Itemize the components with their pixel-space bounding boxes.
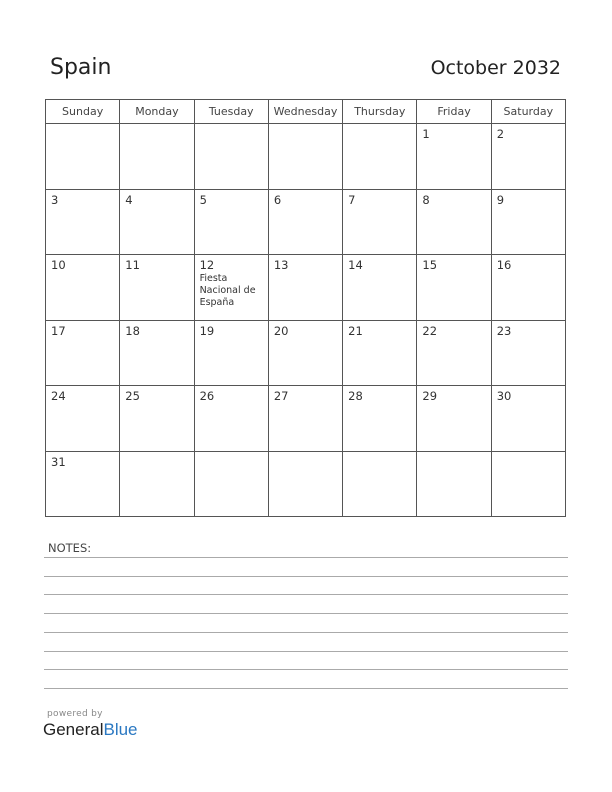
day-cell xyxy=(46,320,120,386)
day-number: 7 xyxy=(348,192,356,207)
day-number: 16 xyxy=(496,258,512,272)
day-cell xyxy=(268,386,342,452)
note-line xyxy=(44,594,568,595)
day-number: 12 xyxy=(199,258,215,272)
weekday-monday: Monday xyxy=(120,100,194,124)
day-cell xyxy=(491,189,565,255)
day-number: 1 xyxy=(422,127,430,141)
month-year-title: October 2032 xyxy=(430,57,561,79)
day-number: 27 xyxy=(273,389,289,403)
day-number: 23 xyxy=(496,323,512,338)
day-cell xyxy=(120,255,194,321)
day-cell xyxy=(46,255,120,321)
empty-day-cell xyxy=(268,124,342,190)
weekday-tuesday: Tuesday xyxy=(194,100,268,124)
empty-day-cell xyxy=(194,124,268,190)
day-number: 2 xyxy=(496,127,505,141)
weekday-wednesday: Wednesday xyxy=(268,100,342,124)
note-line xyxy=(44,632,568,633)
day-cell xyxy=(417,189,491,255)
empty-day-cell xyxy=(46,124,120,190)
note-line xyxy=(44,669,568,670)
day-cell xyxy=(268,255,342,321)
day-number: 21 xyxy=(348,323,363,338)
empty-day-cell xyxy=(268,451,342,517)
weekday-friday: Friday xyxy=(417,100,491,124)
empty-day-cell xyxy=(120,124,194,190)
day-cell xyxy=(46,189,120,255)
brand-general: General xyxy=(43,720,104,739)
empty-day-cell xyxy=(343,124,417,190)
powered-by-text: powered by xyxy=(47,709,103,719)
holiday-label: Fiesta Nacional de España xyxy=(199,273,256,308)
note-line xyxy=(44,576,568,577)
day-cell xyxy=(194,320,268,386)
day-cell xyxy=(417,255,491,321)
day-cell xyxy=(194,386,268,452)
empty-day-cell xyxy=(194,451,268,517)
day-cell xyxy=(194,255,268,321)
day-cell xyxy=(417,124,491,190)
day-cell xyxy=(417,320,491,386)
week-row xyxy=(46,189,566,255)
day-cell xyxy=(120,320,194,386)
day-number: 4 xyxy=(125,192,133,207)
day-cell xyxy=(491,386,565,452)
weekday-sunday: Sunday xyxy=(46,100,120,124)
day-number: 3 xyxy=(51,192,59,207)
week-row xyxy=(46,386,566,452)
day-number: 5 xyxy=(199,192,207,207)
day-cell xyxy=(194,189,268,255)
day-cell xyxy=(268,320,342,386)
day-number: 18 xyxy=(125,323,140,338)
day-number: 11 xyxy=(125,258,140,272)
weekday-saturday: Saturday xyxy=(491,100,565,124)
generalblue-logo[interactable] xyxy=(43,720,138,740)
day-number: 19 xyxy=(199,323,215,338)
week-row xyxy=(46,124,566,190)
day-cell xyxy=(343,255,417,321)
day-number: 17 xyxy=(51,323,66,338)
day-number: 10 xyxy=(51,258,66,272)
day-number: 15 xyxy=(422,258,438,272)
day-cell xyxy=(491,255,565,321)
notes-label: NOTES: xyxy=(48,541,92,555)
day-cell xyxy=(343,320,417,386)
empty-day-cell xyxy=(417,451,491,517)
day-cell xyxy=(417,386,491,452)
note-line xyxy=(44,651,568,652)
day-number: 20 xyxy=(273,323,289,338)
calendar-grid xyxy=(45,99,566,517)
brand-blue: Blue xyxy=(103,720,138,739)
day-cell xyxy=(491,124,565,190)
day-number: 13 xyxy=(273,258,289,272)
day-number: 9 xyxy=(496,192,505,207)
note-line xyxy=(44,688,568,689)
note-line xyxy=(44,613,568,614)
weekday-thursday: Thursday xyxy=(343,100,417,124)
week-row xyxy=(46,320,566,386)
day-cell xyxy=(120,189,194,255)
day-cell xyxy=(268,189,342,255)
empty-day-cell xyxy=(491,451,565,517)
weekday-header-row xyxy=(46,100,566,124)
note-line xyxy=(44,557,568,558)
country-title: Spain xyxy=(50,55,112,80)
day-number: 28 xyxy=(348,389,363,403)
day-cell xyxy=(343,386,417,452)
day-cell xyxy=(46,451,120,517)
day-number: 25 xyxy=(125,389,140,403)
week-row xyxy=(46,255,566,321)
day-number: 26 xyxy=(199,389,215,403)
day-number: 31 xyxy=(51,454,66,469)
day-number: 29 xyxy=(422,389,438,403)
week-row xyxy=(46,451,566,517)
day-cell xyxy=(343,189,417,255)
day-number: 6 xyxy=(273,192,282,207)
day-number: 24 xyxy=(51,389,66,403)
day-cell xyxy=(491,320,565,386)
empty-day-cell xyxy=(343,451,417,517)
day-number: 22 xyxy=(422,323,438,338)
day-cell xyxy=(46,386,120,452)
day-number: 30 xyxy=(496,389,512,403)
day-number: 8 xyxy=(422,192,430,207)
day-cell xyxy=(120,386,194,452)
empty-day-cell xyxy=(120,451,194,517)
day-number: 14 xyxy=(348,258,363,272)
